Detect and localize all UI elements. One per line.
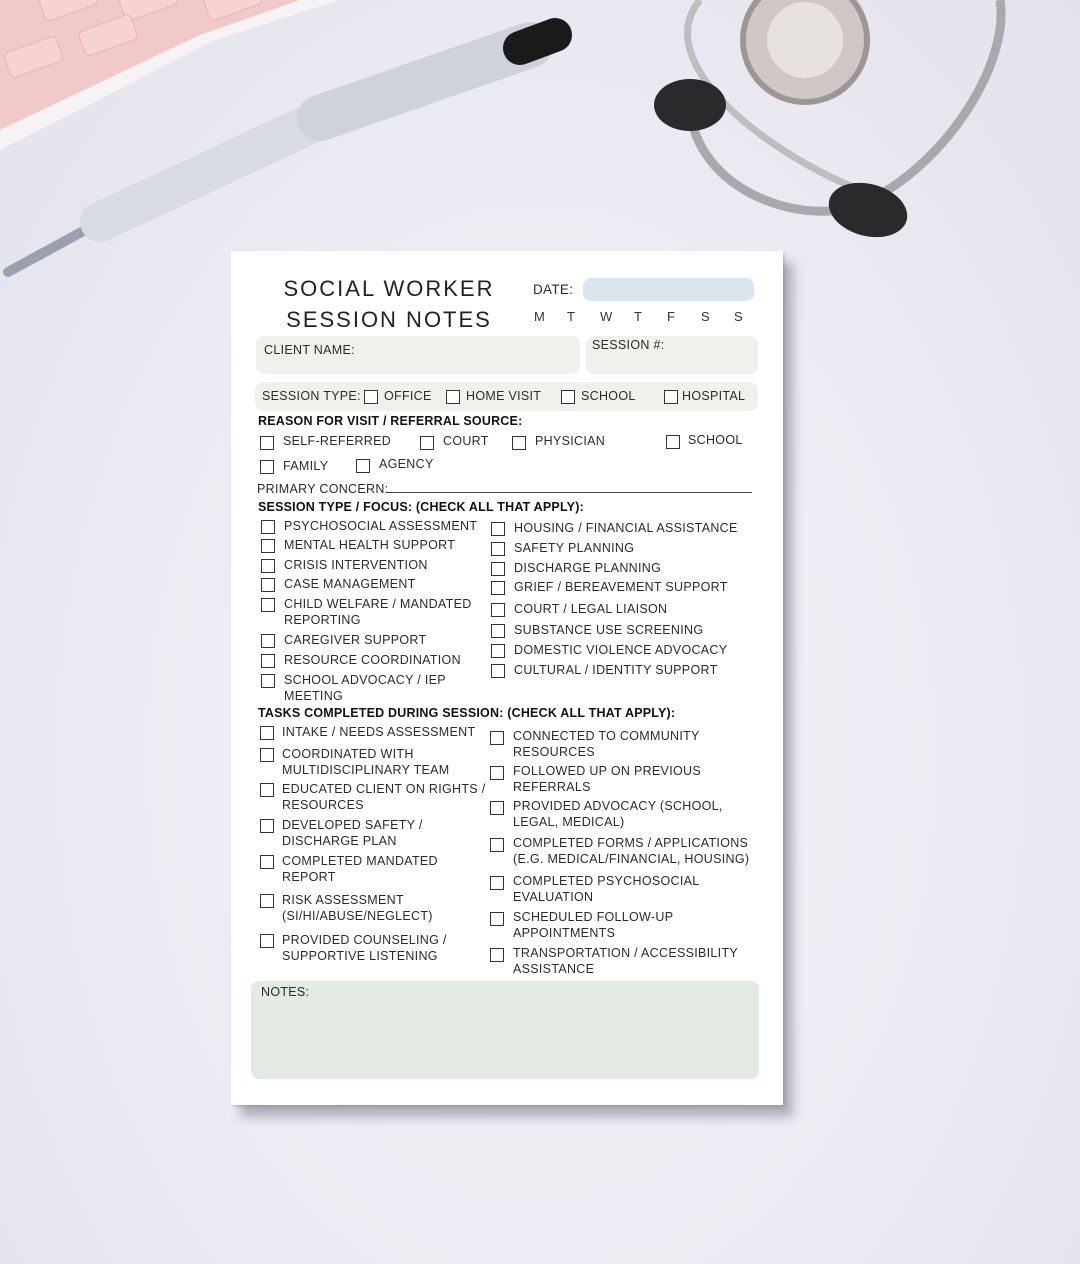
focus-left-4-label: CHILD WELFARE / MANDATED REPORTING <box>284 597 472 627</box>
task-left-3-checkbox[interactable] <box>260 819 274 833</box>
session-type-option-2-checkbox[interactable] <box>561 390 575 404</box>
focus-right-6-label: DOMESTIC VIOLENCE ADVOCACY <box>514 643 728 657</box>
session-notes-sheet <box>231 251 783 1105</box>
client-name-label: CLIENT NAME: <box>264 343 355 357</box>
focus-left-0-label: PSYCHOSOCIAL ASSESSMENT <box>284 519 478 533</box>
focus-left-1-label: MENTAL HEALTH SUPPORT <box>284 538 456 552</box>
focus-left-0-checkbox[interactable] <box>261 520 275 534</box>
session-type-label: SESSION TYPE: <box>262 389 361 403</box>
focus-left-4-checkbox[interactable] <box>261 598 275 612</box>
task-left-5-checkbox[interactable] <box>260 894 274 908</box>
task-left-0-label: INTAKE / NEEDS ASSESSMENT <box>282 725 476 739</box>
notes-label: NOTES: <box>261 985 310 999</box>
referral-option-3-label: SCHOOL <box>688 433 743 447</box>
session-type-option-2-label: SCHOOL <box>581 389 636 403</box>
task-right-0-label: CONNECTED TO COMMUNITY RESOURCES <box>513 729 700 759</box>
focus-left-5-label: CAREGIVER SUPPORT <box>284 633 427 647</box>
referral-option-5-label: AGENCY <box>379 457 434 471</box>
task-left-4-checkbox[interactable] <box>260 855 274 869</box>
weekday-3[interactable]: T <box>634 309 642 324</box>
weekday-1[interactable]: T <box>567 309 575 324</box>
focus-left-7-label: SCHOOL ADVOCACY / IEP MEETING <box>284 673 446 703</box>
referral-heading: REASON FOR VISIT / REFERRAL SOURCE: <box>258 414 523 428</box>
focus-right-6-checkbox[interactable] <box>491 644 505 658</box>
session-type-option-1-checkbox[interactable] <box>446 390 460 404</box>
referral-option-1-checkbox[interactable] <box>420 436 434 450</box>
task-right-3-checkbox[interactable] <box>490 838 504 852</box>
stethoscope-image <box>654 0 1001 245</box>
weekday-4[interactable]: F <box>667 309 675 324</box>
task-right-4-checkbox[interactable] <box>490 876 504 890</box>
focus-left-1-checkbox[interactable] <box>261 539 275 553</box>
date-field[interactable] <box>583 278 754 301</box>
date-label: DATE: <box>533 282 574 297</box>
session-type-option-3-checkbox[interactable] <box>664 390 678 404</box>
task-right-2-label: PROVIDED ADVOCACY (SCHOOL, LEGAL, MEDICAL) <box>513 799 723 829</box>
referral-option-1-label: COURT <box>443 434 489 448</box>
task-left-0-checkbox[interactable] <box>260 726 274 740</box>
focus-right-7-label: CULTURAL / IDENTITY SUPPORT <box>514 663 718 677</box>
title-line-2: SESSION NOTES <box>286 307 492 332</box>
session-type-option-0-label: OFFICE <box>384 389 432 403</box>
task-right-0-checkbox[interactable] <box>490 731 504 745</box>
focus-right-1-checkbox[interactable] <box>491 542 505 556</box>
referral-option-3-checkbox[interactable] <box>666 435 680 449</box>
task-left-1-checkbox[interactable] <box>260 748 274 762</box>
primary-concern-line[interactable] <box>387 492 752 493</box>
task-right-6-label: TRANSPORTATION / ACCESSIBILITY ASSISTANCE <box>513 946 739 976</box>
focus-right-0-checkbox[interactable] <box>491 522 505 536</box>
tasks-heading: TASKS COMPLETED DURING SESSION: (CHECK ALL THAT APPLY): <box>258 706 676 720</box>
focus-right-1-label: SAFETY PLANNING <box>514 541 635 555</box>
task-left-6-checkbox[interactable] <box>260 934 274 948</box>
task-right-2-checkbox[interactable] <box>490 801 504 815</box>
task-right-1-checkbox[interactable] <box>490 766 504 780</box>
focus-right-3-label: GRIEF / BEREAVEMENT SUPPORT <box>514 580 728 594</box>
focus-left-7-checkbox[interactable] <box>261 674 275 688</box>
notes-field[interactable] <box>251 981 759 1079</box>
referral-option-4-checkbox[interactable] <box>260 460 274 474</box>
focus-heading: SESSION TYPE / FOCUS: (CHECK ALL THAT APPLY): <box>258 500 584 514</box>
referral-option-2-label: PHYSICIAN <box>535 434 606 448</box>
task-right-1-label: FOLLOWED UP ON PREVIOUS REFERRALS <box>513 764 701 794</box>
task-left-2-checkbox[interactable] <box>260 783 274 797</box>
title-line-1: SOCIAL WORKER <box>283 276 495 301</box>
focus-left-2-checkbox[interactable] <box>261 559 275 573</box>
focus-left-5-checkbox[interactable] <box>261 634 275 648</box>
focus-right-0-label: HOUSING / FINANCIAL ASSISTANCE <box>514 521 738 535</box>
focus-right-7-checkbox[interactable] <box>491 664 505 678</box>
focus-left-3-checkbox[interactable] <box>261 578 275 592</box>
focus-right-2-label: DISCHARGE PLANNING <box>514 561 662 575</box>
primary-concern-label: PRIMARY CONCERN: <box>257 482 389 496</box>
referral-option-0-checkbox[interactable] <box>260 436 274 450</box>
weekday-2[interactable]: W <box>600 309 613 324</box>
task-left-4-label: COMPLETED MANDATED REPORT <box>282 854 438 884</box>
focus-right-3-checkbox[interactable] <box>491 581 505 595</box>
weekday-6[interactable]: S <box>734 309 743 324</box>
focus-left-3-label: CASE MANAGEMENT <box>284 577 416 591</box>
referral-option-0-label: SELF-REFERRED <box>283 434 392 448</box>
referral-option-5-checkbox[interactable] <box>356 459 370 473</box>
task-right-6-checkbox[interactable] <box>490 948 504 962</box>
task-right-5-label: SCHEDULED FOLLOW-UP APPOINTMENTS <box>513 910 674 940</box>
focus-right-5-checkbox[interactable] <box>491 624 505 638</box>
weekday-5[interactable]: S <box>701 309 710 324</box>
focus-left-6-label: RESOURCE COORDINATION <box>284 653 461 667</box>
referral-option-4-label: FAMILY <box>283 459 329 473</box>
session-number-label: SESSION #: <box>592 338 665 352</box>
focus-right-2-checkbox[interactable] <box>491 562 505 576</box>
task-left-5-label: RISK ASSESSMENT (SI/HI/ABUSE/NEGLECT) <box>282 893 433 923</box>
task-left-6-label: PROVIDED COUNSELING / SUPPORTIVE LISTENING <box>282 933 447 963</box>
session-type-option-0-checkbox[interactable] <box>364 390 378 404</box>
focus-right-5-label: SUBSTANCE USE SCREENING <box>514 623 704 637</box>
task-left-3-label: DEVELOPED SAFETY / DISCHARGE PLAN <box>282 818 423 848</box>
focus-left-6-checkbox[interactable] <box>261 654 275 668</box>
focus-right-4-label: COURT / LEGAL LIAISON <box>514 602 668 616</box>
task-left-2-label: EDUCATED CLIENT ON RIGHTS / RESOURCES <box>282 782 486 812</box>
focus-left-2-label: CRISIS INTERVENTION <box>284 558 428 572</box>
task-right-3-label: COMPLETED FORMS / APPLICATIONS (E.G. MEDICAL/FINANCIAL, HOUSING) <box>513 836 750 866</box>
task-right-4-label: COMPLETED PSYCHOSOCIAL EVALUATION <box>513 874 700 904</box>
session-type-option-3-label: HOSPITAL <box>682 389 746 403</box>
weekday-0[interactable]: M <box>534 309 545 324</box>
session-type-option-1-label: HOME VISIT <box>466 389 542 403</box>
task-left-1-label: COORDINATED WITH MULTIDISCIPLINARY TEAM <box>282 747 450 777</box>
referral-option-2-checkbox[interactable] <box>512 436 526 450</box>
task-right-5-checkbox[interactable] <box>490 912 504 926</box>
focus-right-4-checkbox[interactable] <box>491 603 505 617</box>
